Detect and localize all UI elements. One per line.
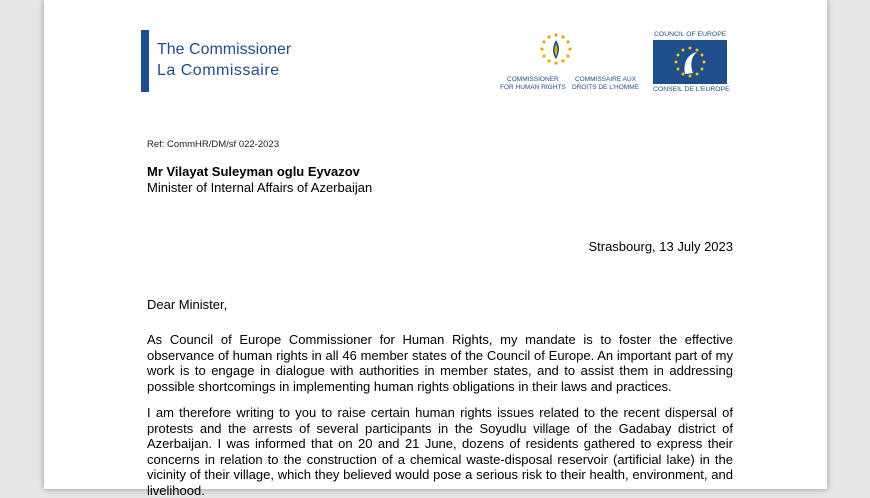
paragraph-2: I am therefore writing to you to raise certain human rights issues related to the recent dispersal of protests and the arrests of several participants in the Soyudlu village of the Gadabay district of Azerbaijan. I was informed that on 20 and 21 June, dozens of residents gathered to express their concerns in relation to the construction of a chemical waste-disposal reservoir (artificial lake) in the vicinity of their village, which they believed would pose a serious risk to their health, environment, and livelihood. [147, 405, 733, 498]
council-of-europe-flag-icon [653, 40, 727, 84]
brand-title-fr: La Commissaire [157, 62, 280, 79]
commissioner-caption-en [500, 76, 566, 92]
flame-stars-logo-icon [538, 32, 574, 68]
addressee-title: Minister of Internal Affairs of Azerbaijan [147, 180, 373, 195]
caption-en-line-1: COMMISSIONER [507, 76, 559, 83]
salutation: Dear Minister, [147, 297, 228, 312]
reference-number: Ref: CommHR/DM/sf 022-2023 [147, 139, 279, 150]
place-date: Strasbourg, 13 July 2023 [588, 239, 733, 254]
letter-page [44, 0, 827, 498]
addressee-name: Mr Vilayat Suleyman oglu Eyvazov [147, 164, 360, 179]
brand-bar [141, 30, 149, 92]
caption-fr-line-1: COMMISSAIRE AUX [574, 76, 636, 83]
coe-logo-top-text: COUNCIL OF EUROPE [654, 31, 727, 38]
council-of-europe-logo [650, 31, 730, 95]
commissioner-caption-fr [572, 76, 639, 92]
coe-logo-bottom-text: CONSEIL DE L'EUROPE [653, 86, 730, 93]
paragraph-1: As Council of Europe Commissioner for Human Rights, my mandate is to foster the effective observance of human rights in all 46 member states of the Council of Europe. An important part of my work is to engage in dialogue with authorities in member states, and to assist them in addressing possible shortcomings in implementing human rights obligations in their laws and practices. [147, 332, 733, 394]
commissioner-logo [494, 32, 644, 94]
caption-fr-line-2: DROITS DE L'HOMME [572, 84, 639, 91]
brand-title-en: The Commissioner [157, 41, 292, 58]
caption-en-line-2: FOR HUMAN RIGHTS [500, 84, 566, 91]
